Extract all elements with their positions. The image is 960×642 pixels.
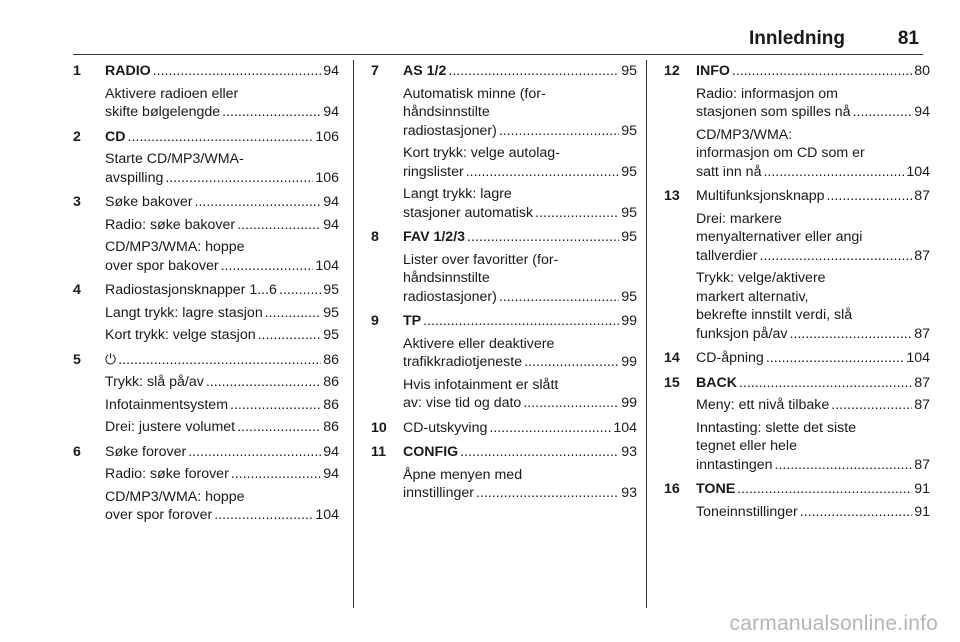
leader-dots [831, 396, 912, 415]
subentry-text: inntastingen [696, 456, 773, 473]
entry-label: RADIO [105, 63, 151, 79]
subentry-last-line [696, 103, 930, 122]
subentry-text-line: Aktivere radioen eller [105, 85, 239, 102]
leader-dots [763, 163, 904, 182]
index-entry [73, 193, 339, 275]
index-entry-row [664, 187, 930, 343]
index-subentry [403, 335, 637, 372]
index-entry-row [664, 480, 930, 521]
index-subentry [105, 150, 339, 187]
index-entry-heading [696, 480, 930, 499]
leader-dots [153, 62, 322, 81]
page-reference: 95 [621, 204, 637, 221]
entry-label: AS 1/2 [403, 63, 447, 79]
page-reference: 94 [323, 466, 339, 482]
page-reference: 87 [914, 397, 930, 413]
index-entry-row [371, 419, 637, 438]
index-entry [73, 62, 339, 122]
leader-dots [214, 506, 313, 525]
leader-dots [499, 122, 619, 141]
index-entry-body [403, 419, 637, 438]
leader-dots [165, 169, 313, 188]
page-reference: 104 [906, 350, 930, 366]
entry-label: FAV 1/2/3 [403, 229, 466, 245]
subentry-text-line: håndsinnstilte [403, 104, 490, 120]
leader-dots [118, 351, 321, 370]
index-entry [664, 187, 930, 343]
index-subentry [105, 465, 339, 484]
page-reference: 86 [323, 419, 339, 435]
index-entry-body [403, 312, 637, 413]
index-entry-heading [403, 419, 637, 438]
subentry-text-line: menyalternativer eller angi [696, 229, 863, 245]
page-reference: 95 [323, 282, 339, 298]
index-subentry [105, 304, 339, 323]
subentry-text: Drei: justere volumet [105, 419, 236, 435]
index-subentry [105, 238, 339, 275]
subentry-text-line: Inntasting: slette det siste [696, 419, 857, 436]
subentry-last-line [105, 216, 339, 235]
subentry-text: trafikkradiotjeneste [403, 354, 523, 370]
index-subentry [696, 396, 930, 415]
index-entry-body [403, 443, 637, 503]
index-column-3 [664, 62, 930, 527]
subentry-text-line: Automatisk minne (for- [403, 85, 546, 102]
subentry-last-line [403, 288, 637, 307]
leader-dots [523, 394, 619, 413]
leader-dots [128, 128, 314, 147]
page-reference: 95 [323, 327, 339, 343]
index-entry-heading [696, 349, 930, 368]
leader-dots [423, 312, 619, 331]
column-divider [646, 60, 647, 608]
index-entry [73, 351, 339, 437]
callout-number: 12 [664, 63, 680, 79]
index-subentry [403, 85, 637, 141]
leader-dots [760, 247, 913, 266]
index-entry-body [105, 128, 339, 188]
index-entry-heading [105, 281, 339, 300]
index-column-1 [73, 62, 339, 531]
entry-label: TONE [696, 481, 736, 497]
leader-dots [732, 62, 912, 81]
page-reference: 87 [914, 247, 930, 264]
entry-label: TP [403, 313, 422, 329]
index-subentry [403, 251, 637, 307]
subentry-text-line: håndsinnstilte [403, 270, 490, 286]
subentry-text: over spor bakover [105, 257, 219, 274]
subentry-text: stasjoner automatisk [403, 204, 534, 221]
index-entry-body [403, 62, 637, 222]
entry-label: CD-åpning [696, 350, 764, 366]
subentry-text: Radio: søke forover [105, 466, 229, 482]
page-reference: 104 [315, 257, 339, 274]
subentry-last-line [696, 247, 930, 266]
subentry-text-line: Lister over favoritter (for- [403, 251, 559, 268]
leader-dots [853, 103, 913, 122]
index-entry [73, 281, 339, 345]
entry-label: CD-utskyving [403, 419, 488, 436]
index-entry-row [73, 351, 339, 437]
index-entry-body [696, 480, 930, 521]
subentry-text-line: Trykk: velge/aktivere [696, 270, 826, 286]
leader-dots [222, 103, 321, 122]
index-entry [664, 349, 930, 368]
subentry-last-line [105, 373, 339, 392]
index-entry [73, 128, 339, 188]
index-entry-heading [696, 374, 930, 393]
subentry-text-line: CD/MP3/WMA: [696, 126, 793, 143]
callout-number: 4 [73, 282, 81, 298]
page-reference: 95 [621, 163, 637, 180]
subentry-text-line: Drei: markere [696, 210, 782, 227]
callout-number: 5 [73, 351, 81, 368]
index-entry-body [696, 374, 930, 475]
subentry-text-line: CD/MP3/WMA: hoppe [105, 239, 245, 255]
index-column-2 [371, 62, 637, 509]
index-subentry [696, 419, 930, 475]
subentry-last-line [696, 396, 930, 415]
leader-dots [489, 419, 611, 438]
page-reference: 93 [621, 485, 637, 501]
index-entry [73, 443, 339, 525]
leader-dots [476, 484, 619, 503]
index-entry-body [105, 281, 339, 345]
entry-label: Radiostasjonsknapper 1...6 [105, 282, 277, 298]
index-entry-heading [403, 228, 637, 247]
subentry-text: over spor forover [105, 507, 213, 523]
index-subentry [105, 418, 339, 437]
callout-number: 13 [664, 188, 680, 204]
index-entry [664, 480, 930, 521]
watermark: carmanualsonline.info [729, 612, 938, 635]
subentry-text: ringslister [403, 163, 464, 180]
page-reference: 91 [914, 503, 930, 520]
leader-dots [460, 443, 619, 462]
subentry-last-line [403, 394, 637, 413]
index-entry-heading [696, 62, 930, 81]
subentry-last-line [105, 418, 339, 437]
callout-number: 14 [664, 350, 680, 366]
leader-dots [467, 228, 619, 247]
leader-dots [231, 465, 321, 484]
callout-number: 2 [73, 128, 81, 145]
subentry-last-line [105, 506, 339, 525]
page-reference: 95 [621, 288, 637, 305]
subentry-text-line: Åpne menyen med [403, 466, 523, 483]
subentry-text: avspilling [105, 169, 164, 186]
index-entry [371, 419, 637, 438]
subentry-text-line: tegnet eller hele [696, 438, 797, 454]
leader-dots [206, 373, 321, 392]
page-reference: 87 [914, 188, 930, 204]
page-reference: 94 [323, 194, 339, 210]
index-entry [664, 62, 930, 181]
callout-number: 6 [73, 443, 81, 460]
leader-dots [466, 163, 620, 182]
callout-number: 3 [73, 194, 81, 210]
callout-number: 15 [664, 374, 680, 391]
leader-dots [237, 418, 321, 437]
page-reference: 94 [323, 63, 339, 79]
leader-dots [265, 304, 322, 323]
entry-label: CD [105, 128, 126, 145]
callout-number: 8 [371, 229, 379, 245]
index-subentry [105, 396, 339, 415]
subentry-text: skifte bølgelengde [105, 104, 221, 120]
index-entry-row [664, 374, 930, 475]
subentry-last-line [403, 204, 637, 223]
page-reference: 94 [323, 216, 339, 233]
callout-number: 7 [371, 63, 379, 79]
page-reference: 95 [323, 304, 339, 321]
callout-number: 9 [371, 313, 379, 329]
index-subentry [696, 85, 930, 122]
page-reference: 91 [914, 481, 930, 497]
index-subentry [696, 503, 930, 522]
subentry-last-line [105, 169, 339, 188]
subentry-text: Langt trykk: lagre stasjon [105, 304, 263, 321]
index-entry [371, 312, 637, 413]
index-entry-heading [696, 187, 930, 206]
subentry-last-line [696, 325, 930, 344]
entry-label: Søke forover [105, 443, 187, 460]
subentry-text: stasjonen som spilles nå [696, 104, 851, 120]
index-entry-heading [403, 62, 637, 81]
leader-dots [448, 62, 619, 81]
entry-label: BACK [696, 374, 737, 391]
index-entry-heading [403, 312, 637, 331]
leader-dots [279, 281, 321, 300]
callout-number: 10 [371, 419, 387, 436]
index-subentry [696, 210, 930, 266]
subentry-text: Toneinnstillinger [696, 503, 798, 520]
entry-label: ⏻ [105, 351, 117, 368]
subentry-last-line [105, 326, 339, 345]
page-reference: 87 [914, 456, 930, 473]
entry-label: INFO [696, 63, 730, 79]
leader-dots [195, 193, 322, 212]
page-number: 81 [897, 28, 919, 49]
index-entry-row [371, 443, 637, 503]
callout-number: 1 [73, 63, 81, 79]
index-entry-body [105, 193, 339, 275]
subentry-text: satt inn nå [696, 163, 762, 180]
index-subentry [403, 376, 637, 413]
subentry-last-line [696, 456, 930, 475]
subentry-last-line [105, 465, 339, 484]
index-entry-row [73, 128, 339, 188]
index-entry-row [73, 281, 339, 345]
index-entry [371, 443, 637, 503]
leader-dots [737, 480, 912, 499]
subentry-last-line [403, 163, 637, 182]
index-entry-body [403, 228, 637, 306]
entry-label: Søke bakover [105, 194, 193, 210]
index-subentry [105, 488, 339, 525]
entry-label: CONFIG [403, 444, 459, 460]
index-subentry [105, 373, 339, 392]
subentry-text: Trykk: slå på/av [105, 374, 204, 390]
leader-dots [499, 288, 619, 307]
page-reference: 87 [914, 374, 930, 391]
subentry-text: radiostasjoner) [403, 288, 497, 305]
page-reference: 94 [323, 443, 339, 460]
index-entry-row [371, 62, 637, 222]
page-reference: 95 [621, 122, 637, 139]
index-entry-body [105, 351, 339, 437]
index-entry-row [664, 62, 930, 181]
subentry-last-line [403, 122, 637, 141]
index-entry-heading [105, 443, 339, 462]
subentry-last-line [105, 257, 339, 276]
subentry-text-line: Starte CD/MP3/WMA- [105, 151, 244, 167]
page-reference: 104 [315, 507, 339, 523]
page-reference: 106 [315, 128, 339, 145]
subentry-text: Kort trykk: velge stasjon [105, 327, 256, 343]
index-entry-heading [105, 128, 339, 147]
index-entry-heading [105, 62, 339, 81]
entry-label: Multifunksjonsknapp [696, 188, 825, 204]
index-entry-body [105, 62, 339, 122]
subentry-last-line [105, 396, 339, 415]
subentry-text: av: vise tid og dato [403, 395, 522, 411]
index-subentry [696, 126, 930, 182]
leader-dots [188, 443, 321, 462]
subentry-text: Radio: søke bakover [105, 216, 236, 233]
subentry-text-line: CD/MP3/WMA: hoppe [105, 488, 245, 505]
index-entry-row [73, 443, 339, 525]
leader-dots [827, 187, 913, 206]
page-reference: 104 [613, 419, 637, 436]
page-reference: 93 [621, 444, 637, 460]
index-entry-heading [403, 443, 637, 462]
index-subentry [696, 269, 930, 343]
subentry-text: radiostasjoner) [403, 122, 497, 139]
subentry-text-line: Langt trykk: lagre [403, 186, 512, 202]
page-reference: 106 [315, 169, 339, 186]
page-reference: 95 [621, 63, 637, 79]
subentry-text-line: Kort trykk: velge autolag- [403, 145, 560, 161]
subentry-last-line [105, 304, 339, 323]
index-subentry [403, 185, 637, 222]
subentry-text: Infotainmentsystem [105, 396, 229, 413]
subentry-last-line [403, 484, 637, 503]
subentry-text: Meny: ett nivå tilbake [696, 397, 830, 413]
subentry-text-line: markert alternativ, [696, 288, 809, 305]
index-subentry [105, 216, 339, 235]
page-reference: 95 [621, 229, 637, 245]
index-entry-row [73, 62, 339, 122]
subentry-text: funksjon på/av [696, 325, 788, 342]
leader-dots [237, 216, 321, 235]
leader-dots [766, 349, 905, 368]
callout-number: 11 [371, 444, 386, 460]
page-reference: 99 [621, 354, 637, 370]
page-reference: 104 [906, 163, 930, 180]
subentry-text: tallverdier [696, 247, 758, 264]
index-entry-body [696, 62, 930, 181]
index-entry-body [105, 443, 339, 525]
leader-dots [535, 204, 619, 223]
column-divider [353, 60, 354, 608]
subentry-text-line: Aktivere eller deaktivere [403, 335, 555, 352]
leader-dots [775, 456, 913, 475]
subentry-last-line [403, 353, 637, 372]
leader-dots [258, 326, 322, 345]
index-entry-body [696, 349, 930, 368]
index-subentry [105, 85, 339, 122]
index-entry-row [664, 349, 930, 368]
leader-dots [524, 353, 619, 372]
index-entry [664, 374, 930, 475]
page-reference: 99 [621, 313, 637, 329]
leader-dots [230, 396, 321, 415]
page-header [73, 28, 923, 55]
subentry-text-line: bekrefte innstilt verdi, slå [696, 307, 853, 323]
index-subentry [403, 144, 637, 181]
index-entry-row [371, 228, 637, 306]
index-entry-row [371, 312, 637, 413]
index-subentry [403, 466, 637, 503]
page-reference: 86 [323, 351, 339, 368]
chapter-title: Innledning [748, 28, 845, 49]
page-reference: 86 [323, 396, 339, 413]
subentry-text-line: informasjon om CD som er [696, 145, 865, 161]
callout-number: 16 [664, 481, 680, 497]
index-subentry [105, 326, 339, 345]
page-reference: 99 [621, 395, 637, 411]
leader-dots [790, 325, 913, 344]
leader-dots [221, 257, 314, 276]
leader-dots [739, 374, 912, 393]
subentry-last-line [696, 503, 930, 522]
index-entry-heading [105, 193, 339, 212]
index-entry-heading [105, 351, 339, 370]
page-reference: 94 [914, 104, 930, 120]
subentry-text-line: Radio: informasjon om [696, 85, 838, 102]
index-entry-row [73, 193, 339, 275]
index-entry-body [696, 187, 930, 343]
index-entry [371, 62, 637, 222]
index-entry [371, 228, 637, 306]
page-reference: 94 [323, 104, 339, 120]
subentry-text: innstillinger [403, 485, 474, 501]
page-reference: 80 [914, 63, 930, 79]
subentry-last-line [105, 103, 339, 122]
page-reference: 86 [323, 374, 339, 390]
subentry-last-line [696, 163, 930, 182]
leader-dots [800, 503, 912, 522]
page-reference: 87 [914, 325, 930, 342]
subentry-text-line: Hvis infotainment er slått [403, 376, 559, 393]
